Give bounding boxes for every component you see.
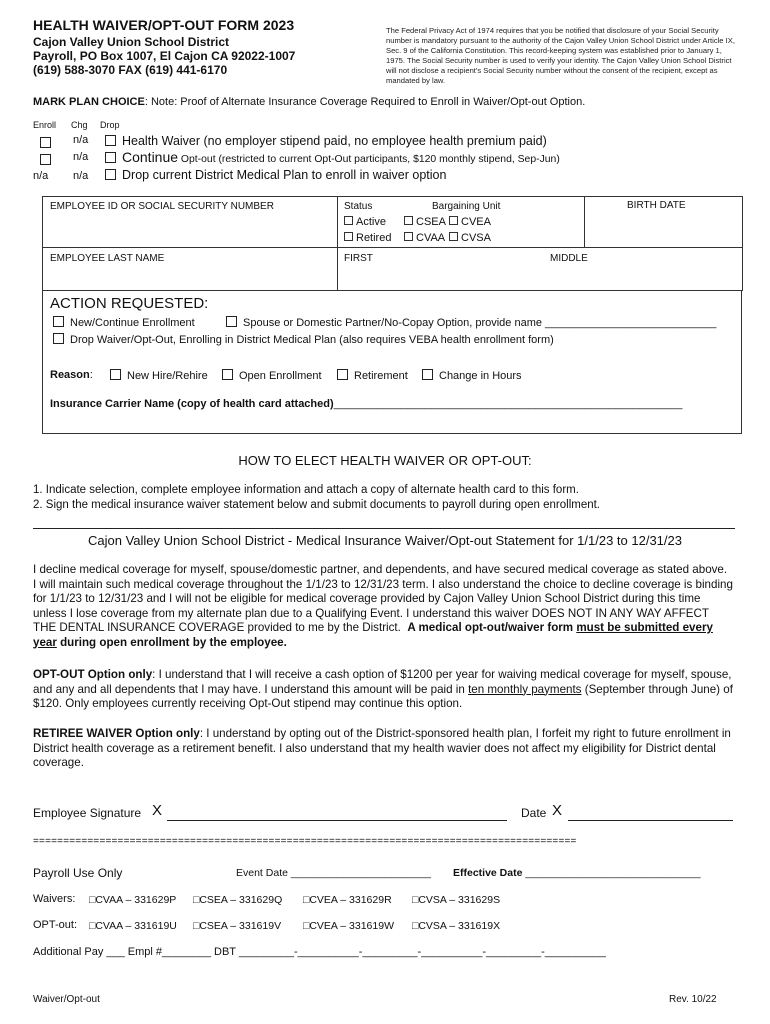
howto-heading: HOW TO ELECT HEALTH WAIVER OR OPT-OUT: <box>238 453 532 468</box>
col-enroll: Enroll <box>33 120 57 130</box>
status-label: Status <box>344 201 373 212</box>
statement-paragraph-retiree: RETIREE WAIVER Option only: I understand by opting out of the District-sponsored health plan, I forfeit my right to future enrollment in District health coverage as a retirement benefit. I also understand that my health wavier does not affect my eligibility for District dental coverage. <box>33 727 731 769</box>
enroll-checkbox-waiver[interactable] <box>40 134 57 152</box>
waiver-csea[interactable]: □CSEA – 331629Q <box>193 894 283 906</box>
unit-cvaa[interactable]: CVAA <box>404 232 445 244</box>
na-label: n/a <box>73 151 89 163</box>
col-drop: Drop <box>100 120 120 130</box>
signature-line[interactable] <box>167 820 507 821</box>
waiver-cvaa[interactable]: □CVAA – 331629P <box>89 894 177 906</box>
waiver-cvea[interactable]: □CVEA – 331629R <box>303 894 392 906</box>
checkbox-icon[interactable] <box>105 152 116 163</box>
signature-x-mark: X <box>152 802 163 819</box>
additional-pay-line[interactable]: Additional Pay ___ Empl #________ DBT _________-__________-_________-__________-_________-__________ <box>33 946 606 958</box>
statement-paragraph-optout: OPT-OUT Option only: I understand that I will receive a cash option of $1200 per year for waiving medical coverage for myself, spouse, and any and all dependents that I may have. I understand this amount will be paid in ten monthly payments (September through June) of $120. Only employees currently receiving Opt-Out stipend may continue this option. <box>33 668 733 710</box>
status-active[interactable]: Active <box>344 216 386 228</box>
unit-cvsa[interactable]: CVSA <box>449 232 491 244</box>
na-label: n/a <box>73 134 89 146</box>
optout-cvsa[interactable]: □CVSA – 331619X <box>412 920 501 932</box>
plan-option-continue[interactable]: Continue Opt-out (restricted to current Opt-Out participants, $120 monthly stipend, Sep-Jun) <box>105 149 560 167</box>
action-new-enrollment[interactable]: New/Continue Enrollment <box>53 316 195 329</box>
payroll-use-label: Payroll Use Only <box>33 866 123 880</box>
district-address: Payroll, PO Box 1007, El Cajon CA 92022-1007 <box>33 49 296 63</box>
plan-choice-heading: MARK PLAN CHOICE <box>33 96 145 108</box>
checkbox-icon[interactable] <box>105 169 116 180</box>
employee-id-label: EMPLOYEE ID OR SOCIAL SECURITY NUMBER <box>50 201 274 212</box>
waivers-label: Waivers: <box>33 893 76 905</box>
na-label: n/a <box>73 170 89 182</box>
enroll-checkbox-continue[interactable] <box>40 151 57 169</box>
optout-cvaa[interactable]: □CVAA – 331619U <box>89 920 177 932</box>
date-x-mark: X <box>552 802 563 819</box>
district-phone: (619) 588-3070 FAX (619) 441-6170 <box>33 63 228 77</box>
carrier-label: Insurance Carrier Name (copy of health card attached) <box>50 398 334 410</box>
checkbox-icon[interactable] <box>105 135 116 146</box>
last-name-label: EMPLOYEE LAST NAME <box>50 253 165 264</box>
statement-heading: Cajon Valley Union School District - Medical Insurance Waiver/Opt-out Statement for 1/1/23 to 12/31/23 <box>88 533 682 548</box>
optout-cvea[interactable]: □CVEA – 331619W <box>303 920 394 932</box>
reason-open-enrollment[interactable]: Open Enrollment <box>222 369 322 382</box>
reason-new-hire[interactable]: New Hire/Rehire <box>110 369 208 382</box>
footer-revision: Rev. 10/22 <box>669 994 717 1005</box>
section-divider: ========================================================================================== <box>33 836 577 847</box>
date-label: Date <box>521 806 547 820</box>
signature-label: Employee Signature <box>33 806 142 820</box>
unit-cvea[interactable]: CVEA <box>449 216 491 228</box>
plan-option-drop[interactable]: Drop current District Medical Plan to enroll in waiver option <box>105 168 446 182</box>
waiver-cvsa[interactable]: □CVSA – 331629S <box>412 894 501 906</box>
first-middle-cell[interactable] <box>337 247 743 291</box>
reason-change-hours[interactable]: Change in Hours <box>422 369 522 382</box>
action-spouse-option[interactable]: Spouse or Domestic Partner/No-Copay Option, provide name ____________________________ <box>226 316 716 329</box>
reason-retirement[interactable]: Retirement <box>337 369 408 382</box>
divider <box>33 528 735 529</box>
na-label: n/a <box>33 170 49 182</box>
first-name-label: FIRST <box>344 253 373 264</box>
howto-step-2: 2. Sign the medical insurance waiver statement below and submit documents to payroll during open enrollment. <box>33 499 601 511</box>
reason-label-wrap: Reason: <box>50 369 93 381</box>
bargaining-label: Bargaining Unit <box>432 201 501 212</box>
carrier-line[interactable]: Insurance Carrier Name (copy of health card attached)_________________________________________________________ <box>50 398 683 410</box>
birth-date-label: BIRTH DATE <box>627 200 686 211</box>
privacy-notice: The Federal Privacy Act of 1974 requires that you be notified that disclosure of your Social Security number is mandatory pursuant to the authority of the Cajon Valley Union School District under Article IX, Sec. 9 of the California Constitution. This record-keeping system was established prior to January 1, 1975. The Social Security number is used to verify your identity. The Cajon Valley Union School District will not disclose a recipient's Social Security number without the consent of the recipient, except as mandated by law. <box>386 26 735 85</box>
form-title: HEALTH WAIVER/OPT-OUT FORM 2023 <box>33 17 295 33</box>
howto-step-1: 1. Indicate selection, complete employee information and attach a copy of alternate health card to this form. <box>33 484 579 496</box>
optout-csea[interactable]: □CSEA – 331619V <box>193 920 282 932</box>
optout-label: OPT-out: <box>33 919 78 931</box>
middle-name-label: MIDDLE <box>550 253 588 264</box>
date-line[interactable] <box>568 820 733 821</box>
col-chg: Chg <box>71 120 88 130</box>
district-name: Cajon Valley Union School District <box>33 35 230 49</box>
unit-csea[interactable]: CSEA <box>404 216 446 228</box>
effective-date-field[interactable]: Effective Date ______________________________ <box>453 867 701 879</box>
event-date-field[interactable]: Event Date ________________________ <box>236 867 432 879</box>
footer-form-name: Waiver/Opt-out <box>33 994 100 1005</box>
action-drop-waiver[interactable]: Drop Waiver/Opt-Out, Enrolling in District Medical Plan (also requires VEBA health enrollment form) <box>53 333 554 346</box>
plan-option-waiver[interactable]: Health Waiver (no employer stipend paid, no employee health premium paid) <box>105 134 547 148</box>
plan-choice-line <box>33 96 585 108</box>
action-heading: ACTION REQUESTED: <box>50 295 209 312</box>
status-retired[interactable]: Retired <box>344 232 391 244</box>
plan-choice-note: : Note: Proof of Alternate Insurance Coverage Required to Enroll in Waiver/Opt-out Option. <box>144 96 586 108</box>
statement-paragraph-1: I decline medical coverage for myself, spouse/domestic partner, and dependents, and have secured medical coverage as stated above. I will maintain such medical coverage throughout the 1/1/23 to 12/31/23 term. I also understand the choice to decline coverage is binding for 1/1/23 to 12/31/23 and I will not be eligible for medical coverage provided by Cajon Valley Union School District during this time unless I lose coverage from my alternate plan due to a Qualifying Event. I understand this waiver DOES NOT IN ANY WAY AFFECT THE DENTAL INSURANCE COVERAGE provided to me by the District. A medical opt-out/waiver form must be submitted every year during open enrollment by the employee. <box>33 563 733 649</box>
